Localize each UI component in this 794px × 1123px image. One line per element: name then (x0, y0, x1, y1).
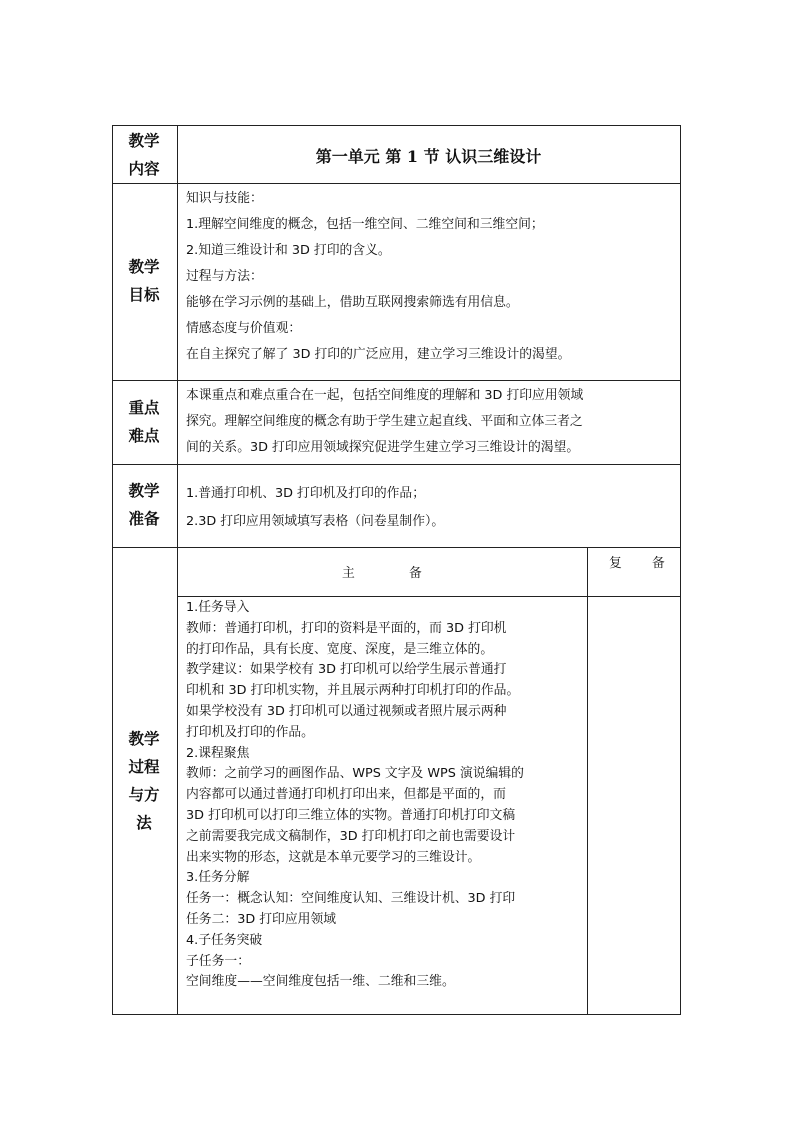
row-divider (112, 380, 681, 381)
text-line: 如果学校没有 3D 打印机可以通过视频或者照片展示两种 (186, 703, 507, 719)
row-divider (112, 464, 681, 465)
text-line: 印机和 3D 打印机实物，并且展示两种打印机打印的作品。 (186, 683, 520, 699)
header-char: 备 (408, 566, 422, 581)
text-line: 在自主探究了解了 3D 打印的广泛应用，建立学习三维设计的渴望。 (186, 347, 571, 362)
review-prep-header (609, 554, 665, 574)
row-divider (178, 596, 681, 597)
text-line: 间的关系。3D 打印应用领域探究促进学生建立学习三维设计的渴望。 (186, 440, 580, 455)
table-border-right (680, 125, 681, 1015)
text-line: 教学建议：如果学校有 3D 打印机可以给学生展示普通打 (186, 662, 507, 678)
label-line: 过程 (128, 757, 160, 776)
table-border-top (112, 125, 681, 126)
text-line: 之前需要我完成文稿制作，3D 打印机打印之前也需要设计 (186, 828, 516, 844)
goals-text (186, 186, 570, 368)
text-line: 2.3D 打印应用领域填写表格（问卷星制作）。 (186, 514, 445, 529)
text-line: 本课重点和难点重合在一起，包括空间维度的理解和 3D 打印应用领域 (186, 388, 584, 403)
label-line: 法 (136, 813, 152, 832)
text-line: 子任务一： (186, 953, 250, 969)
table-border-bottom (112, 1014, 681, 1015)
prep-text (186, 480, 444, 536)
text-line: 打印机及打印的作品。 (186, 724, 314, 740)
column-divider (587, 547, 588, 1015)
text-line: 出来实物的形态，这就是本单元要学习的三维设计。 (186, 849, 481, 865)
text-line: 能够在学习示例的基础上，借助互联网搜索筛选有用信息。 (186, 295, 519, 310)
label-line: 教学 (128, 729, 160, 748)
lesson-plan-table (112, 125, 681, 1015)
main-prep-content (186, 598, 524, 993)
text-line: 的打印作品，具有长度、宽度、深度，是三维立体的。 (186, 641, 494, 657)
label-line: 教学 (128, 257, 160, 276)
label-line: 重点 (128, 398, 160, 417)
lesson-title: 第一单元 第 1 节 认识三维设计 (315, 147, 542, 166)
header-char: 主 (342, 566, 355, 581)
header-char: 备 (651, 556, 665, 571)
row-divider (112, 183, 681, 184)
content-label (112, 127, 176, 183)
text-line: 3.任务分解 (186, 870, 250, 886)
text-line: 探究。理解空间维度的概念有助于学生建立起直线、平面和立体三者之 (186, 414, 583, 429)
label-line: 目标 (128, 285, 160, 304)
text-line: 情感态度与价值观： (186, 321, 302, 336)
process-label (112, 725, 176, 837)
text-line: 空间维度——空间维度包括一维、二维和三维。 (186, 974, 455, 990)
text-line: 1.任务导入 (186, 600, 250, 615)
main-prep-header (342, 564, 422, 584)
text-line: 2.课程聚焦 (186, 745, 250, 761)
text-line: 1.普通打印机、3D 打印机及打印的作品； (186, 486, 426, 501)
text-line: 4.子任务突破 (186, 932, 263, 948)
text-line: 内容都可以通过普通打印机打印出来，但都是平面的，而 (186, 787, 506, 803)
row-divider (112, 547, 681, 548)
label-line: 准备 (128, 509, 160, 528)
label-line: 教学 (128, 481, 160, 500)
label-line: 内容 (128, 159, 160, 178)
keypoints-label (112, 394, 176, 450)
text-line: 过程与方法： (186, 269, 263, 284)
text-line: 1.理解空间维度的概念，包括一维空间、二维空间和三维空间； (186, 217, 544, 232)
text-line: 教师：之前学习的画图作品、WPS 文字及 WPS 演说编辑的 (186, 766, 524, 782)
text-line: 任务二：3D 打印应用领域 (186, 911, 337, 927)
label-line: 与方 (128, 785, 160, 804)
keypoints-text (186, 383, 583, 461)
prep-label (112, 477, 176, 533)
text-line: 任务一：概念认知：空间维度认知、三维设计机、3D 打印 (186, 891, 516, 907)
label-line: 难点 (128, 426, 160, 445)
column-divider (177, 125, 178, 1015)
text-line: 3D 打印机可以打印三维立体的实物。普通打印机打印文稿 (186, 807, 516, 823)
text-line: 教师：普通打印机，打印的资料是平面的，而 3D 打印机 (186, 620, 507, 636)
header-char: 复 (609, 556, 622, 571)
goals-label (112, 253, 176, 309)
text-line: 2.知道三维设计和 3D 打印的含义。 (186, 243, 391, 258)
text-line: 知识与技能： (186, 191, 263, 206)
label-line: 教学 (128, 131, 160, 150)
